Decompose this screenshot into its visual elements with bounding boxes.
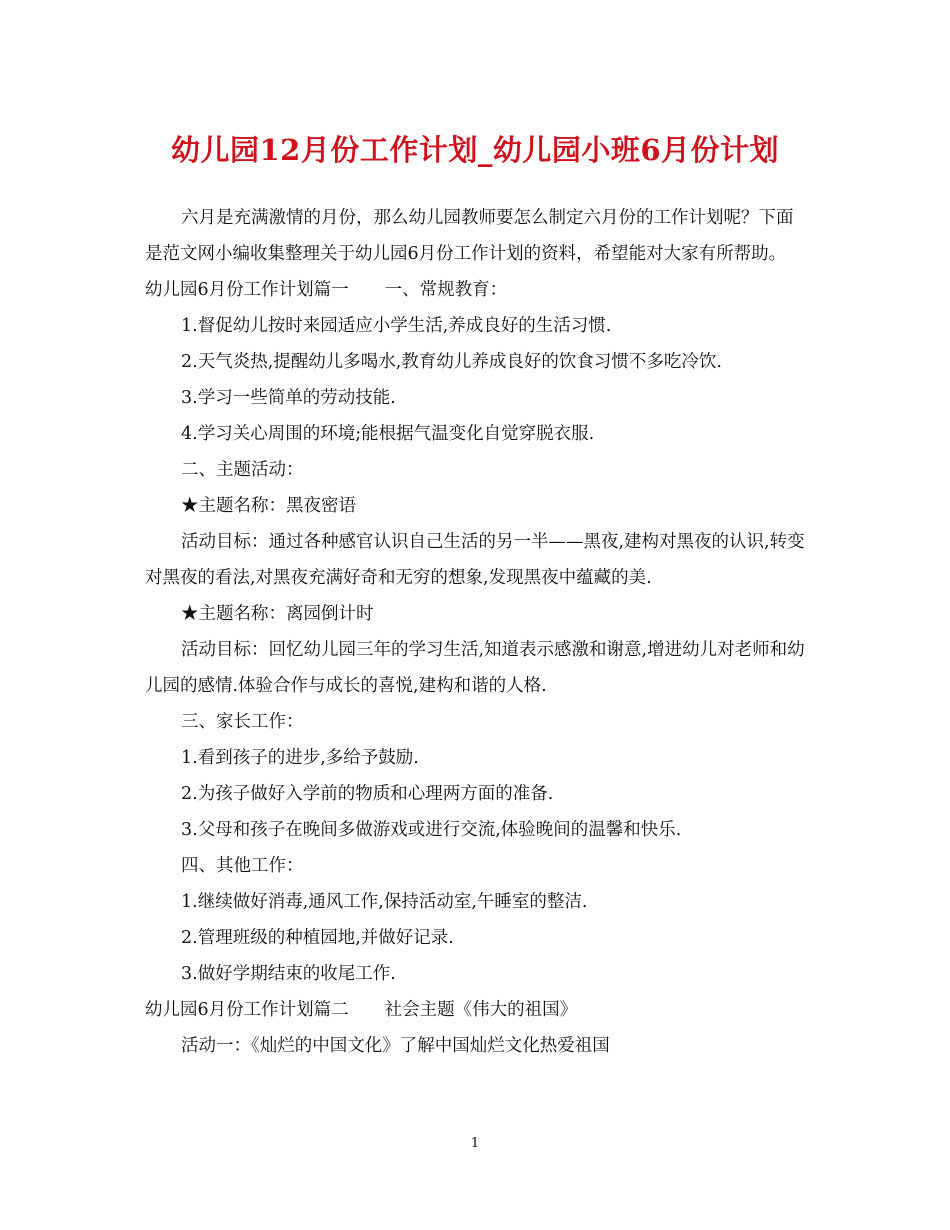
page-number: 1	[470, 1136, 480, 1151]
section1-heading-line	[145, 272, 805, 308]
section1-subheading: 一、常规教育：	[384, 280, 508, 300]
document-title: 幼儿园12月份工作计划_幼儿园小班6月份计划	[170, 133, 780, 167]
intro-paragraph: 六月是充满激情的月份，那么幼儿园教师要怎么制定六月份的工作计划呢？下面是范文网小编收集整理关于幼儿园6月份工作计划的资料，希望能对大家有所帮助。	[145, 208, 794, 264]
parents-heading: 三、家长工作：	[181, 712, 304, 732]
other-heading: 四、其他工作：	[181, 856, 304, 876]
theme1-name: ★主题名称：黑夜密语	[181, 496, 356, 516]
other-item: 3.做好学期结束的收尾工作.	[181, 964, 396, 984]
routine-item: 3.学习一些简单的劳动技能.	[181, 388, 396, 408]
section2-subheading: 社会主题《伟大的祖国》	[384, 1000, 578, 1020]
parents-item: 2.为孩子做好入学前的物质和心理两方面的准备.	[181, 784, 554, 804]
other-item: 1.继续做好消毒,通风工作,保持活动室,午睡室的整洁.	[181, 892, 588, 912]
theme2-goal: 活动目标：回忆幼儿园三年的学习生活,知道表示感激和谢意,增进幼儿对老师和幼儿园的感情.体验合作与成长的喜悦,建构和谐的人格.	[145, 640, 805, 696]
parents-item: 3.父母和孩子在晚间多做游戏或进行交流,体验晚间的温馨和快乐.	[181, 820, 682, 840]
other-item: 2.管理班级的种植园地,并做好记录.	[181, 928, 454, 948]
theme2-name: ★主题名称：离园倒计时	[181, 604, 374, 624]
activity-item: 活动一：《灿烂的中国文化》了解中国灿烂文化热爱祖国	[181, 1036, 610, 1056]
routine-item: 1.督促幼儿按时来园适应小学生活,养成良好的生活习惯.	[181, 316, 612, 336]
document-body	[145, 200, 805, 1064]
routine-item: 4.学习关心周围的环境;能根据气温变化自觉穿脱衣服.	[181, 424, 595, 444]
section1-heading: 幼儿园6月份工作计划篇一	[145, 280, 349, 300]
section2-heading-line	[145, 992, 805, 1028]
theme-heading: 二、主题活动：	[181, 460, 304, 480]
parents-item: 1.看到孩子的进步,多给予鼓励.	[181, 748, 419, 768]
theme1-goal: 活动目标：通过各种感官认识自己生活的另一半——黑夜,建构对黑夜的认识,转变对黑夜的看法,对黑夜充满好奇和无穷的想象,发现黑夜中蕴藏的美.	[145, 532, 805, 588]
routine-item: 2.天气炎热,提醒幼儿多喝水,教育幼儿养成良好的饮食习惯不多吃冷饮.	[181, 352, 722, 372]
section2-heading: 幼儿园6月份工作计划篇二	[145, 1000, 349, 1020]
